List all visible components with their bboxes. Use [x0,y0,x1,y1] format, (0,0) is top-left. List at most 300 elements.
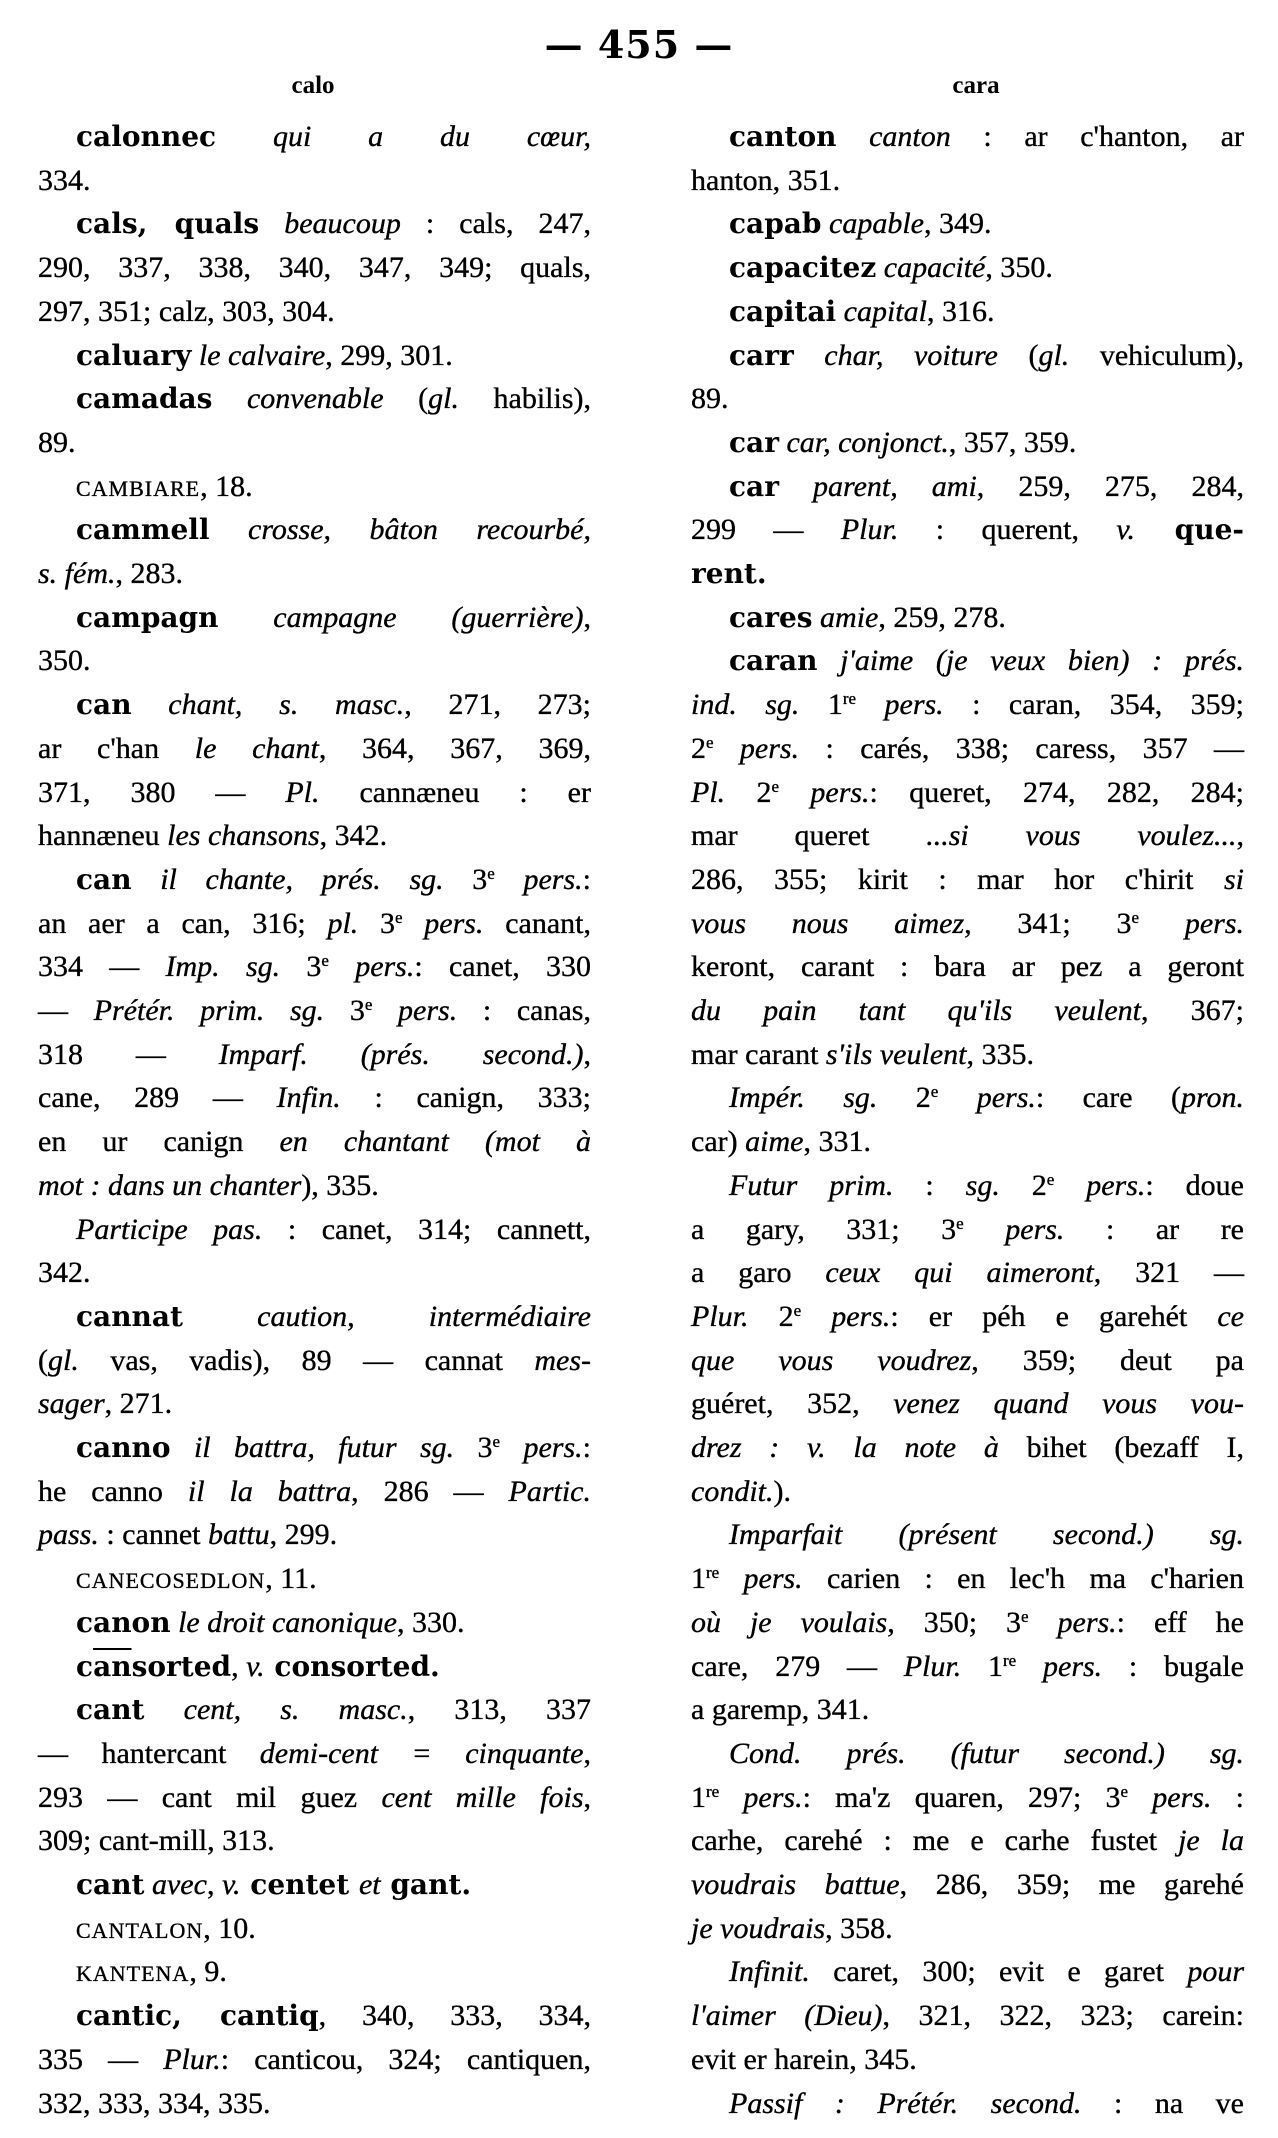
headword-text: canon [76,1605,171,1639]
reference-text: 299 — [691,513,841,547]
italic-gloss: pour [1187,1955,1244,1989]
reference-text: 342. [38,1256,91,1290]
italic-gloss: avec [144,1868,207,1901]
entry-line [691,1076,1244,1120]
small-caps-form: CANTALON [76,1917,204,1943]
headword-text: camadas [76,382,213,416]
reference-text: 332, 333, 334, 335. [38,2086,271,2120]
entry-line [38,1470,591,1514]
italic-gloss: canton [836,120,951,153]
reference-text: 1 [988,1649,1004,1683]
italic-gloss: où je voulais [691,1605,888,1639]
italic-gloss: Plur. [840,513,899,547]
headword-text: cannat [76,1299,183,1333]
reference-text: 2 [756,775,772,809]
italic-gloss: Imparf. (prés. second.) [218,1037,584,1071]
reference-text: hannæneu [38,819,168,853]
reference-text: 89. [691,382,729,416]
entry-line [38,1513,591,1557]
headword-text: can [76,862,132,896]
reference-text: 1 [827,688,843,722]
entry-line [38,1426,591,1470]
reference-text: , 367; [1141,994,1244,1027]
superscript: e [930,1082,939,1102]
entry-line [38,814,591,858]
entry-line [38,727,591,771]
reference-text: a garo [691,1256,826,1290]
italic-gloss: amie [812,600,879,634]
headword-text: caran [729,644,818,678]
reference-text: , 299, 301. [325,338,453,372]
entry-line [691,465,1244,509]
entry-line [691,596,1244,640]
italic-gloss: cent mille fois [381,1780,584,1814]
reference-text: , 316. [926,294,995,328]
superscript: e [1046,1169,1055,1189]
italic-gloss: Participe pas. [76,1212,263,1246]
reference-text: 3 [380,906,396,940]
italic-gloss: battu [207,1518,270,1552]
italic-gloss: l'aimer (Dieu) [691,1999,883,2033]
entry-line [38,1208,591,1252]
entry-line [691,1557,1244,1601]
headword-text: car [729,469,779,503]
reference-text: , 350; 3 [887,1605,1021,1639]
italic-gloss: pers. [328,950,415,984]
reference-text: : querent, [898,513,1117,547]
italic-gloss: pers. [1016,1649,1103,1683]
reference-text: , 313, 337 [407,1693,592,1727]
reference-text: 334. [38,163,91,197]
reference-text: 3 [477,1431,493,1464]
superscript: e [706,732,714,752]
italic-gloss: j'aime (je veux bien) : prés. [817,644,1244,678]
superscript: e [321,951,329,971]
entry-line [38,421,591,465]
entry-line [691,246,1244,290]
reference-text: 2 [915,1081,931,1115]
reference-text: : canet, 330 [414,950,592,984]
reference-text: : care ( [1035,1081,1181,1115]
entry-line [38,2038,591,2082]
headword-text: calonnec [76,120,217,153]
reference-text: vehiculum), [1069,338,1244,372]
entry-line [691,290,1244,334]
entry-line [691,377,1244,421]
superscript: e [1021,1606,1029,1626]
reference-text: , 286 — [351,1474,509,1508]
reference-text: keront, carant : bara ar pez a geront [691,950,1244,984]
reference-text: 1 [691,1780,706,1814]
reference-text: , 321 — [1093,1256,1245,1290]
italic-gloss: Partic. [508,1474,591,1508]
entry-line [38,683,591,727]
superscript: re [842,689,857,709]
reference-text: , 259, 275, 284, [976,469,1244,503]
reference-text: mar queret [691,819,927,853]
italic-gloss: gl. [1038,338,1070,372]
entry-line [38,1033,591,1077]
entry-line [38,1907,591,1951]
italic-gloss: campagne (guerrière) [218,600,584,634]
italic-gloss: condit. [691,1474,774,1508]
reference-text: ( [38,1343,48,1377]
italic-gloss: Pl. [691,775,757,809]
entry-line [38,989,591,1033]
headword-text: $\overline{an}$ [93,1649,132,1683]
headword-text: capitai [729,294,837,328]
entry-line [38,1339,591,1383]
italic-gloss: pass. [38,1518,99,1552]
entry-line [691,1601,1244,1645]
italic-gloss: ceux qui aimeront [825,1256,1094,1290]
reference-text: : [893,1168,966,1202]
reference-text: 309; cant-mill, 313. [38,1824,275,1858]
reference-text: : canet, 314; cannett, [262,1212,591,1246]
italic-gloss: pers. [372,994,458,1027]
italic-gloss: je la [1178,1824,1244,1858]
left-column-running-head: calo [291,72,335,99]
italic-gloss: Impér. sg. [729,1081,916,1115]
reference-text: 293 — cant mil guez [38,1780,382,1814]
headword-text: capacitez [729,251,877,285]
italic-gloss: je voudrais [691,1911,826,1945]
italic-gloss: pers. [494,862,583,896]
reference-text: caret, 300; evit e garet [809,1955,1188,1989]
reference-text: , 286, 359; me garehé [899,1868,1244,1901]
reference-text: , [231,1649,247,1683]
headword-text: capab [729,207,822,241]
entry-line [691,1907,1244,1951]
entry-line [691,1732,1244,1776]
superscript: re [706,1563,720,1583]
entry-line [38,1819,591,1863]
italic-gloss: les chansons [167,819,320,853]
headword-text: canno [76,1431,171,1464]
reference-text: mar carant [691,1037,826,1071]
left-column [38,0,591,2138]
reference-text: , [206,1868,222,1901]
reference-text: : ma'z quaren, 297; 3 [802,1780,1121,1814]
entry-line [691,683,1244,727]
headword-text: cammell [76,513,210,547]
entry-line [691,508,1244,552]
entry-line [38,1688,591,1732]
headword-text: cant [76,1868,145,1901]
italic-gloss: voudrais battue [691,1868,900,1901]
entry-line [38,246,591,290]
reference-text: , [583,1037,591,1071]
reference-text: evit er harein, 345. [691,2042,917,2076]
italic-gloss: beaucoup [259,207,401,241]
reference-text: : cals, 247, [400,207,591,241]
italic-gloss: Cond. prés. (futur second.) sg. [729,1736,1244,1770]
superscript: e [956,1213,964,1233]
italic-gloss: pers. [500,1431,583,1464]
reference-text: : cannet [98,1518,208,1552]
entry-line [691,858,1244,902]
italic-gloss: v. [221,1868,241,1901]
reference-text: 318 — [38,1037,219,1071]
italic-gloss: pers. [402,906,484,940]
italic-gloss: Plur. [903,1649,989,1683]
italic-gloss: Passif : Prétér. second. [729,2086,1082,2120]
superscript: e [771,776,780,796]
entry-line [691,1513,1244,1557]
entry-line [38,1120,591,1164]
italic-gloss: ce [1217,1299,1244,1333]
reference-text: , 364, 367, 369, [318,731,591,765]
reference-text: : doue [1145,1168,1245,1202]
headword-text: cant [76,1693,145,1727]
headword-text: caluary [76,338,192,372]
reference-text: canant, [483,906,592,940]
reference-text: , 9. [189,1955,227,1989]
reference-text: cane, 289 — [38,1081,277,1115]
reference-text: ), 335. [301,1168,379,1202]
reference-text: cannæneu : er [319,775,591,809]
italic-gloss: Plur. [163,2042,221,2076]
italic-gloss: parent, ami [778,469,977,503]
superscript: e [492,1432,501,1451]
superscript: e [1120,1781,1129,1801]
reference-text: — [38,994,94,1027]
italic-gloss: pers. [719,1780,803,1814]
italic-gloss: sg. [965,1168,1032,1202]
reference-text: , 359; deut pa [971,1343,1244,1377]
headword-text: car [729,425,779,459]
entry-line [691,902,1244,946]
reference-text: : ar re [1064,1212,1245,1246]
entry-line [38,159,591,203]
superscript: e [395,907,403,927]
entry-line [38,334,591,378]
reference-text: : [582,1431,591,1464]
reference-text: : ar c'hanton, ar [950,120,1244,153]
italic-gloss: ind. sg. [691,688,828,722]
headword-text: c [76,1649,94,1683]
italic-gloss: car, conjonct. [778,425,949,459]
reference-text: — hantercant [38,1736,260,1770]
headword-text: cares [729,600,813,634]
reference-text: , [583,1780,592,1814]
reference-text: , 358. [825,1911,893,1945]
italic-gloss: s. fém. [38,557,116,590]
entry-line [691,1164,1244,1208]
italic-gloss: pers. [963,1212,1065,1246]
reference-text: , 331. [803,1125,871,1159]
entry-line [691,1339,1244,1383]
entry-line [691,1994,1244,2038]
italic-gloss: Futur prim. [729,1168,894,1202]
entry-line [691,1208,1244,1252]
entry-line [38,1601,591,1645]
italic-gloss: vous nous aimez [691,906,965,940]
headword-text: canton [729,120,837,153]
reference-text: , 340, 333, 334, [318,1999,591,2033]
italic-gloss: convenable [212,382,384,416]
entry-line [691,1645,1244,1689]
italic-gloss: capable [821,207,924,241]
reference-text: , 341; 3 [964,906,1132,940]
reference-text: , 342. [319,819,388,853]
italic-gloss: Infin. [276,1081,341,1115]
italic-gloss: Imparfait (présent second.) sg. [729,1518,1244,1552]
entry-line [691,1120,1244,1164]
entry-line [38,858,591,902]
entry-line [38,639,591,683]
superscript: e [364,995,373,1014]
headword-text: centet [240,1868,359,1901]
reference-text: , 271, 273; [404,688,591,722]
superscript: re [1003,1650,1017,1670]
italic-gloss: s'ils veulent [825,1037,967,1071]
italic-gloss: caution, intermédiaire [182,1299,591,1333]
italic-gloss: pers. [1028,1605,1117,1639]
italic-gloss: sager [38,1387,105,1421]
reference-text: carhe, carehé : me e carhe fustet [691,1824,1179,1858]
reference-text: , 335. [966,1037,1034,1071]
italic-gloss: Prétér. prim. sg. [93,994,350,1027]
italic-gloss: chant, s. masc. [131,688,405,722]
small-caps-form: CAMBIARE [76,475,201,501]
entry-line [38,1645,591,1689]
reference-text: : eff he [1116,1605,1244,1639]
entry-line [691,1863,1244,1907]
reference-text: en ur canign [38,1125,280,1159]
italic-gloss: pers. [1054,1168,1146,1202]
italic-gloss: pl. [327,906,381,940]
italic-gloss: pers. [856,688,944,722]
entry-line [38,2082,591,2126]
italic-gloss: Imp. sg. [165,950,307,984]
entry-line [691,115,1244,159]
italic-gloss: le droit canonique [170,1605,397,1639]
italic-gloss: capital [836,294,927,328]
entry-line [38,1251,591,1295]
entry-line [691,1426,1244,1470]
entry-line [38,290,591,334]
italic-gloss: en chantant (mot à [279,1125,591,1159]
reference-text: vas, vadis), 89 — cannat [78,1343,535,1377]
entry-line [38,945,591,989]
reference-text: 2 [778,1299,794,1333]
entry-line [691,159,1244,203]
italic-gloss: si [1223,862,1244,896]
italic-gloss: mot : dans un chanter [38,1168,302,1202]
reference-text: , 18. [200,469,253,503]
entry-line [691,2082,1244,2126]
reference-text: 2 [691,731,706,765]
entry-line [38,1164,591,1208]
reference-text: : queret, 274, 282, 284; [869,775,1244,809]
reference-text: : [1211,1780,1245,1814]
entry-line [38,596,591,640]
italic-gloss: le calvaire [191,338,326,372]
reference-text: , [583,1736,591,1770]
reference-text: 3 [349,994,365,1027]
headword-text: que- [1134,513,1244,547]
reference-text: habilis), [458,382,591,416]
entry-line [38,902,591,946]
headword-text: cantic, cantiq [76,1999,319,2033]
reference-text: , 299. [269,1518,338,1552]
reference-text: ( [997,338,1039,372]
reference-text: : canticou, 324; cantiquen, [220,2042,591,2076]
headword-text: consorted. [264,1649,440,1683]
superscript: e [1131,907,1140,927]
entry-line [38,1863,591,1907]
entry-line [38,1382,591,1426]
italic-gloss: mes- [534,1343,591,1377]
reference-text: 1 [691,1562,706,1596]
reference-text: : canas, [457,994,591,1027]
italic-gloss: crosse, bâton recourbé, [209,513,591,547]
headword-text: gant. [380,1868,472,1901]
reference-text: carien : en lec'h ma c'harien [802,1562,1244,1596]
reference-text: 371, 380 — [38,775,286,809]
entry-line [38,202,591,246]
small-caps-form: KANTENA [76,1961,190,1987]
entry-line [38,1994,591,2038]
reference-text: , [1236,819,1244,853]
reference-text: : [582,862,591,896]
entry-line [38,1950,591,1994]
reference-text: a gary, 331; 3 [691,1212,957,1246]
entry-line [691,1776,1244,1820]
reference-text: : bugale [1102,1649,1244,1683]
reference-text: 2 [1031,1168,1047,1202]
reference-text: , 10. [203,1911,256,1945]
headword-text: carr [729,338,794,372]
small-caps-form: CANECOSEDLON [76,1568,266,1594]
italic-gloss: qui a du cœur, [216,120,591,153]
entry-line [38,1076,591,1120]
headword-text: rent. [691,557,767,590]
reference-text: : carés, 338; caress, 357 — [799,731,1244,765]
reference-text: ). [773,1474,791,1508]
italic-gloss: gl. [48,1343,79,1377]
italic-gloss: aime [745,1125,804,1159]
italic-gloss: ...si vous voulez... [926,819,1237,853]
superscript: e [487,863,495,883]
italic-gloss: le chant [194,731,319,765]
reference-text: he canno [38,1474,188,1508]
headword-text: cals, quals [76,207,260,241]
reference-text: an aer a can, 316; [38,906,328,940]
reference-text: 334 — [38,950,166,984]
entry-line [691,552,1244,596]
reference-text: bihet (bezaff I, [998,1431,1244,1464]
italic-gloss: pers. [1128,1780,1212,1814]
entry-line [691,1470,1244,1514]
entry-line [691,1295,1244,1339]
reference-text: hanton, 351. [691,163,841,197]
entry-line [38,1776,591,1820]
reference-text: , 259, 278. [878,600,1006,634]
entry-line [691,1033,1244,1077]
italic-gloss: demi-cent = cinquante [259,1736,584,1770]
entry-line [691,1950,1244,1994]
reference-text: , 350. [985,251,1053,285]
reference-text: guéret, 352, [691,1387,894,1421]
reference-text: 290, 337, 338, 340, 347, 349; quals, [38,251,591,285]
italic-gloss: pers. [938,1081,1036,1115]
entry-line [38,1732,591,1776]
italic-gloss: pers. [1139,906,1244,940]
italic-gloss: v. [246,1649,265,1683]
reference-text: 89. [38,425,76,459]
